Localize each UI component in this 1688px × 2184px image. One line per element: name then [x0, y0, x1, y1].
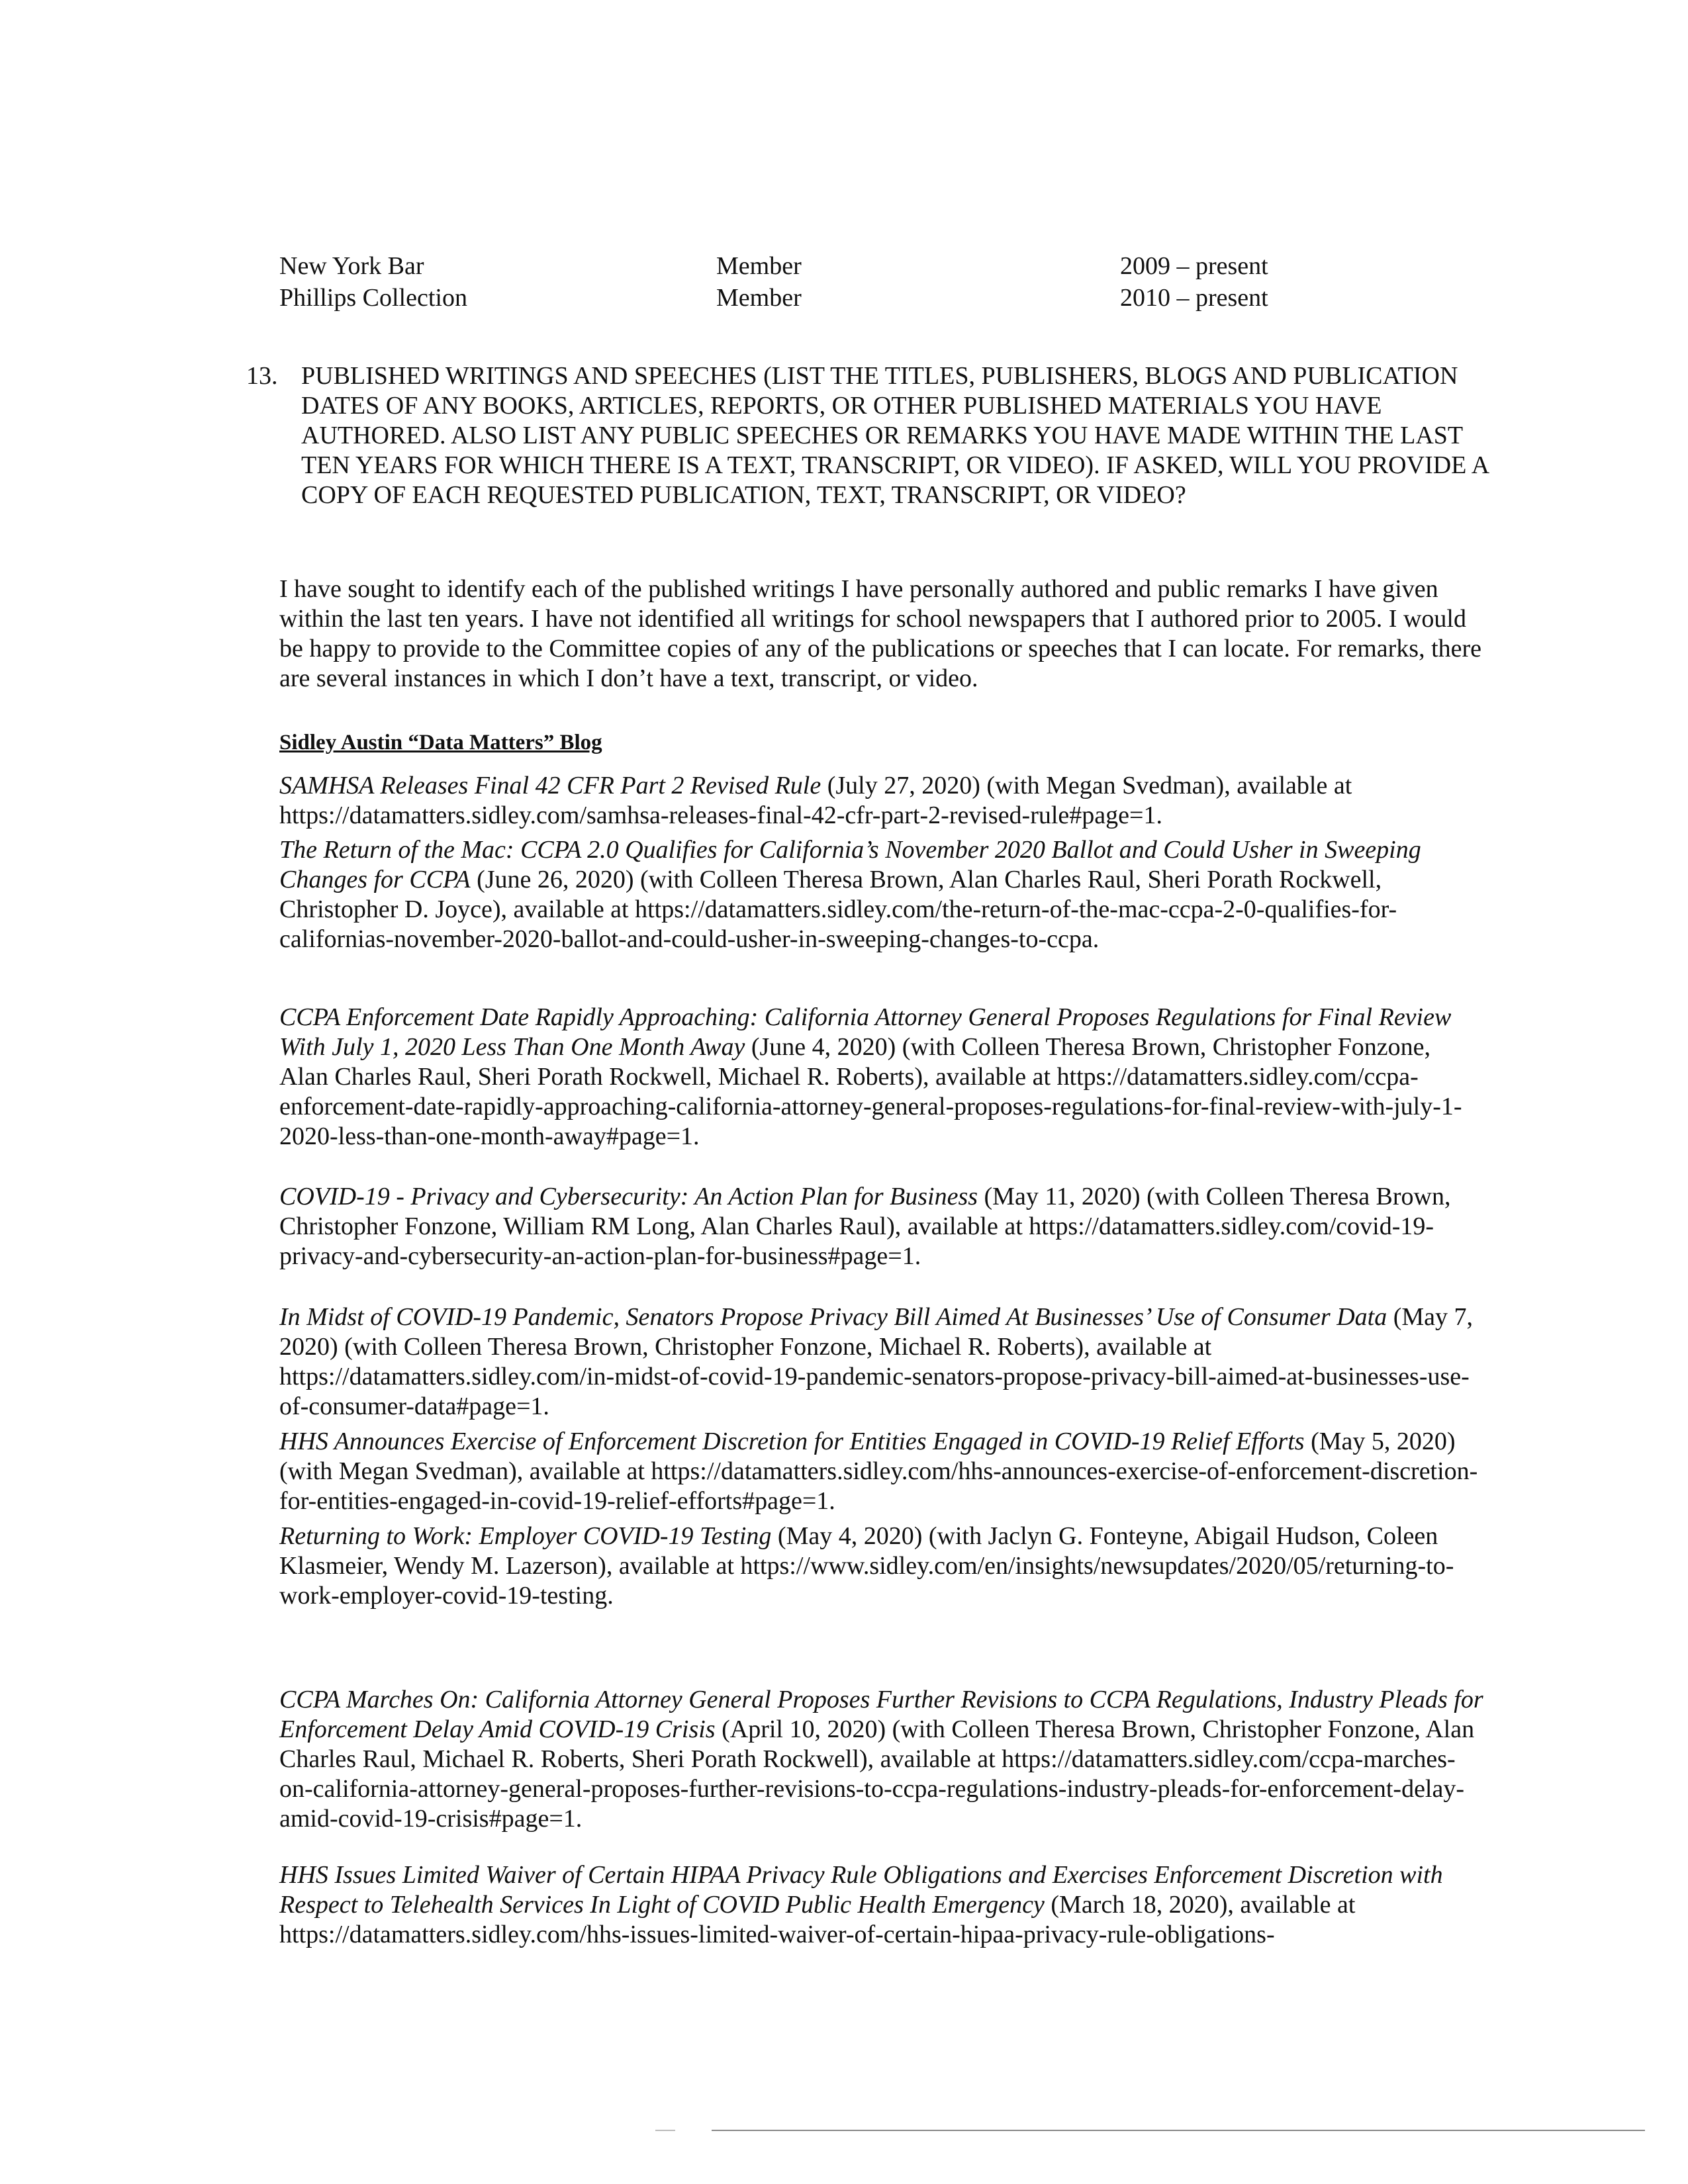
publication-details: (May 5, 2020) (with Megan Svedman), available at https://datamatters.sidley.com/hhs-announces-exercise-of-enforcement-discretion-for-entities-engaged-in-covid-19-relief-efforts#page=1.: [279, 1428, 1478, 1515]
publication-details: (May 7, 2020) (with Colleen Theresa Brown, Christopher Fonzone, Michael R. Roberts), available at https://datamatters.sidley.com/in-midst-of-covid-19-pandemic-senators-propose-privacy-bill-aimed-at-businesses-use-of-consumer-data#page=1.: [279, 1303, 1474, 1420]
publication-title: The Return of the Mac: CCPA 2.0 Qualifies for California’s November 2020 Ballot and Could Usher in Sweeping Changes for CCPA: [279, 836, 1421, 893]
publication-entry: [279, 1182, 1484, 1271]
dates: 2010 – present: [1120, 284, 1268, 312]
publication-title: CCPA Enforcement Date Rapidly Approaching: California Attorney General Proposes Regulations for Final Review With July 1, 2020 Less Than One Month Away: [279, 1003, 1452, 1061]
footer-rule: [712, 2130, 1645, 2131]
publication-title: Returning to Work: Employer COVID-19 Testing: [279, 1522, 772, 1550]
publication-details: (April 10, 2020) (with Colleen Theresa Brown, Christopher Fonzone, Alan Charles Raul, Michael R. Roberts, Sheri Porath Rockwell), available at https://datamatters.sidley.com/ccpa-marches-on-california-attorney-general-proposes-further-revisions-to-ccpa-regulations-industry-pleads-for-enforcement-delay-amid-covid-19-crisis#page=1.: [279, 1715, 1475, 1833]
publication-entry: [279, 1003, 1484, 1152]
publication-details: (May 11, 2020) (with Colleen Theresa Brown, Christopher Fonzone, William RM Long, Alan Charles Raul), available at https://datamatters.sidley.com/covid-19-privacy-and-cybersecurity-an-action-plan-for-business#page=1.: [279, 1183, 1451, 1270]
publication-title: CCPA Marches On: California Attorney General Proposes Further Revisions to CCPA Regulations, Industry Pleads for Enforcement Delay Amid COVID-19 Crisis: [279, 1686, 1483, 1743]
membership-row: [279, 251, 1272, 281]
publication-details: (June 26, 2020) (with Colleen Theresa Brown, Alan Charles Raul, Sheri Porath Rockwell, Christopher D. Joyce), available at https://datamatters.sidley.com/the-return-of-the-mac-ccpa-2-0-qualifies-for-californias-november-2020-ballot-and-could-usher-in-sweeping-changes-to-ccpa.: [279, 866, 1397, 953]
dates: 2009 – present: [1120, 252, 1268, 280]
publication-entry: [279, 1302, 1484, 1422]
publication-title: In Midst of COVID-19 Pandemic, Senators Propose Privacy Bill Aimed At Businesses’ Use of Consumer Data: [279, 1303, 1387, 1331]
publication-entry: [279, 1685, 1484, 1834]
publication-entry: [279, 1522, 1484, 1611]
publication-details: (March 18, 2020), available at https://datamatters.sidley.com/hhs-issues-limited-waiver-of-certain-hipaa-privacy-rule-obligations-: [279, 1891, 1356, 1948]
publication-entry: [279, 835, 1484, 954]
role: Member: [716, 252, 802, 280]
question-text: PUBLISHED WRITINGS AND SPEECHES (LIST THE TITLES, PUBLISHERS, BLOGS AND PUBLICATION DATES OF ANY BOOKS, ARTICLES, REPORTS, OR OTHER PUBLISHED MATERIALS YOU HAVE AUTHORED. ALSO LIST ANY PUBLIC SPEECHES OR REMARKS YOU HAVE MADE WITHIN THE LAST TEN YEARS FOR WHICH THERE IS A TEXT, TRANSCRIPT, OR VIDEO). IF ASKED, WILL YOU PROVIDE A COPY OF EACH REQUESTED PUBLICATION, TEXT, TRANSCRIPT, OR VIDEO?: [301, 362, 1489, 509]
publication-entry: [279, 771, 1484, 831]
publication-details: (June 4, 2020) (with Colleen Theresa Brown, Christopher Fonzone, Alan Charles Raul, Sheri Porath Rockwell, Michael R. Roberts), available at https://datamatters.sidley.com/ccpa-enforcement-date-rapidly-approaching-california-attorney-general-proposes-regulations-for-final-review-with-july-1-2020-less-than-one-month-away#page=1.: [279, 1033, 1462, 1150]
question-number: 13.: [246, 362, 278, 390]
publication-details: (July 27, 2020) (with Megan Svedman), available at https://datamatters.sidley.com/samhsa-releases-final-42-cfr-part-2-revised-rule#page=1.: [279, 772, 1352, 829]
publication-title: SAMHSA Releases Final 42 CFR Part 2 Revised Rule: [279, 772, 821, 799]
publication-details: (May 4, 2020) (with Jaclyn G. Fonteyne, Abigail Hudson, Coleen Klasmeier, Wendy M. Lazerson), available at https://www.sidley.com/en/insights/newsupdates/2020/05/returning-to-work-employer-covid-19-testing.: [279, 1522, 1454, 1610]
organization: Phillips Collection: [279, 284, 467, 312]
publication-title: COVID-19 - Privacy and Cybersecurity: An Action Plan for Business: [279, 1183, 978, 1210]
publication-title: HHS Issues Limited Waiver of Certain HIPAA Privacy Rule Obligations and Exercises Enforcement Discretion with Respect to Telehealth Services In Light of COVID Public Health Emergency: [279, 1861, 1443, 1919]
membership-row: [279, 283, 1272, 313]
section-heading: Sidley Austin “Data Matters” Blog: [279, 731, 602, 754]
role: Member: [716, 284, 802, 312]
publication-entry: [279, 1427, 1484, 1516]
scan-mark: [655, 2130, 675, 2131]
organization: New York Bar: [279, 252, 424, 280]
publication-title: HHS Announces Exercise of Enforcement Discretion for Entities Engaged in COVID-19 Relief Efforts: [279, 1428, 1305, 1455]
answer-intro: I have sought to identify each of the published writings I have personally authored and public remarks I have given within the last ten years. I have not identified all writings for school newspapers that I authored prior to 2005. I would be happy to provide to the Committee copies of any of the publications or speeches that I can locate. For remarks, there are several instances in which I don’t have a text, transcript, or video.: [279, 575, 1482, 692]
publication-entry: [279, 1860, 1484, 1950]
